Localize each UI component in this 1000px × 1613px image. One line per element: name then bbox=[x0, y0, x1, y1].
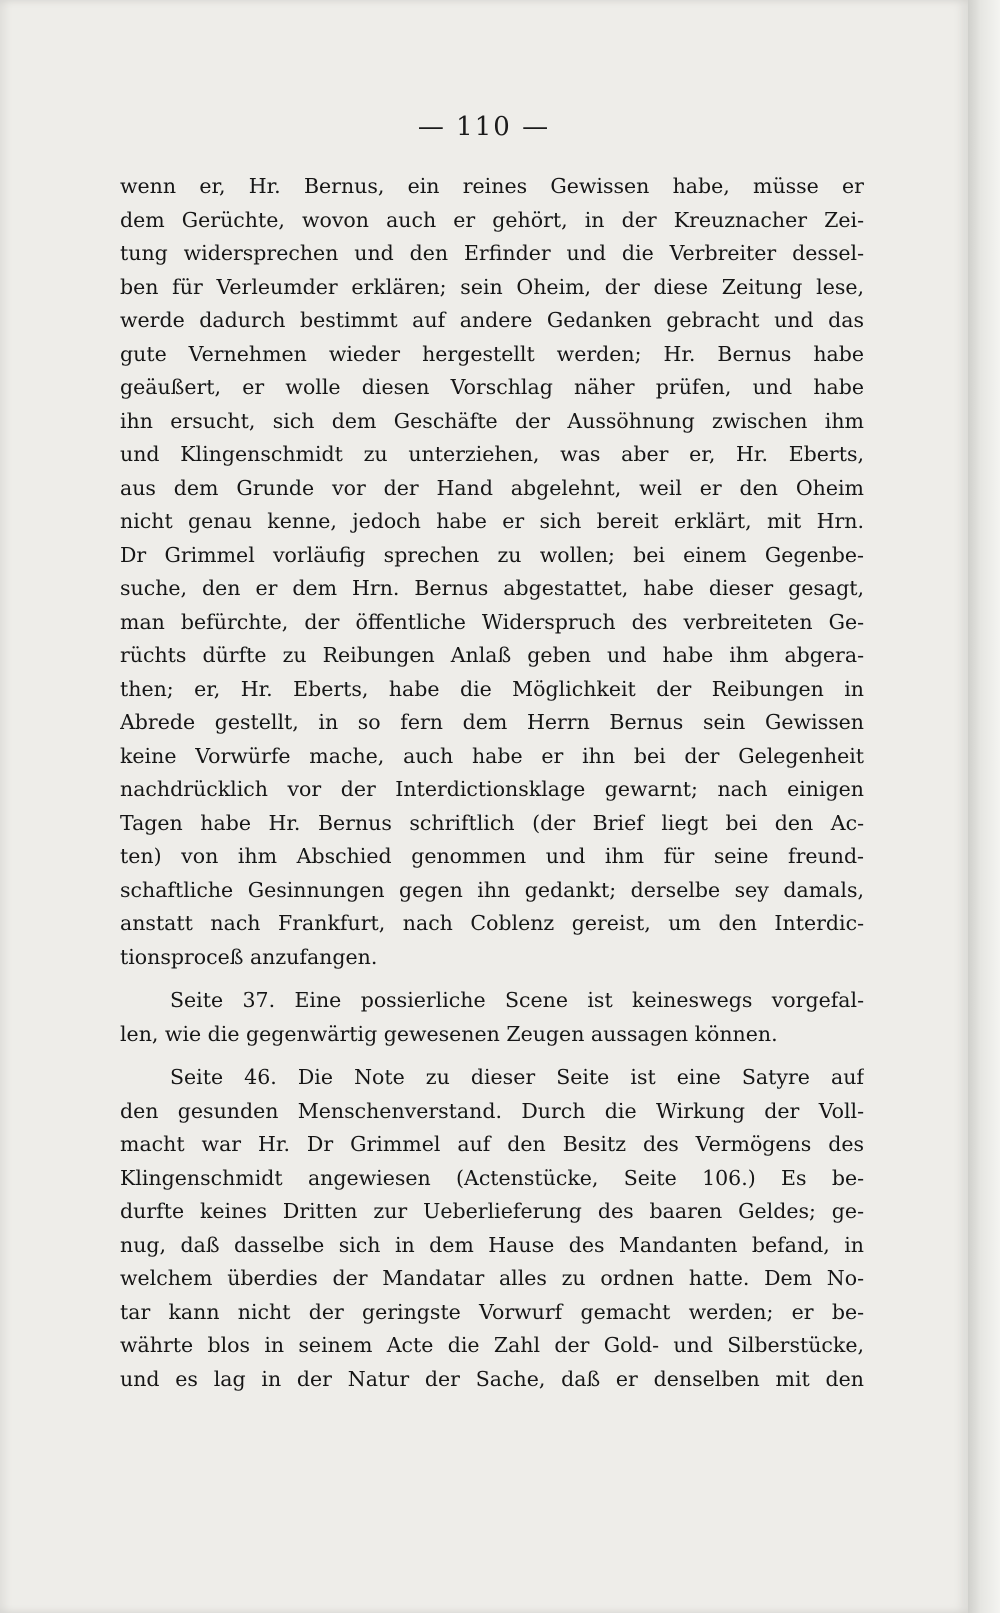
text-line: dem Gerüchte, wovon auch er gehört, in der Kreuznacher Zei- bbox=[120, 207, 864, 232]
text-line: tar kann nicht der geringste Vorwurf gemacht werden; er be- bbox=[120, 1299, 864, 1324]
text-line: ben für Verleumder erklären; sein Oheim, der diese Zeitung lese, bbox=[120, 274, 864, 299]
text-line: währte blos in seinem Acte die Zahl der Gold- und Silberstücke, bbox=[120, 1333, 864, 1357]
text-line: gute Vernehmen wieder hergestellt werden; Hr. Bernus habe bbox=[120, 341, 864, 366]
text-line: Seite 46. Die Note zu dieser Seite ist eine Satyre auf bbox=[170, 1065, 864, 1089]
paragraph-3 bbox=[120, 1061, 864, 1396]
paragraph-2 bbox=[120, 984, 864, 1051]
text-line: suche, den er dem Hrn. Bernus abgestattet, habe dieser gesagt, bbox=[120, 576, 864, 600]
text-line: tionsproceß anzufangen. bbox=[120, 944, 378, 969]
text-line: nachdrücklich vor der Interdictionsklage gewarnt; nach einigen bbox=[120, 777, 864, 801]
page-number: — 110 — bbox=[417, 112, 551, 142]
text-line: anstatt nach Frankfurt, nach Coblenz gereist, um den Interdic- bbox=[120, 911, 864, 935]
text-line: werde dadurch bestimmt auf andere Gedanken gebracht und das bbox=[120, 308, 864, 332]
text-line: nug, daß dasselbe sich in dem Hause des Mandanten befand, in bbox=[120, 1232, 864, 1257]
text-line: schaftliche Gesinnungen gegen ihn gedankt; derselbe sey damals, bbox=[120, 877, 864, 902]
text-line: len, wie die gegenwärtig gewesenen Zeugen aussagen können. bbox=[120, 1021, 778, 1046]
paragraph-gap bbox=[120, 974, 864, 984]
page-text bbox=[120, 170, 864, 1396]
text-line: rüchts dürfte zu Reibungen Anlaß geben und habe ihm abgera- bbox=[120, 643, 864, 667]
text-line: keine Vorwürfe mache, auch habe er ihn bei der Gelegenheit bbox=[120, 743, 864, 768]
text-line: den gesunden Menschenverstand. Durch die Wirkung der Voll- bbox=[120, 1098, 864, 1123]
text-line: Tagen habe Hr. Bernus schriftlich (der Brief liegt bei den Ac- bbox=[120, 810, 864, 835]
page-edge bbox=[968, 0, 1000, 1613]
text-line: Abrede gestellt, in so fern dem Herrn Bernus sein Gewissen bbox=[120, 710, 864, 734]
text-line: macht war Hr. Dr Grimmel auf den Besitz des Vermögens des bbox=[120, 1132, 864, 1156]
text-line: wenn er, Hr. Bernus, ein reines Gewissen habe, müsse er bbox=[120, 174, 864, 198]
text-line: ihn ersucht, sich dem Geschäfte der Aussöhnung zwischen ihm bbox=[120, 408, 864, 433]
text-line: durfte keines Dritten zur Ueberlieferung des baaren Geldes; ge- bbox=[120, 1199, 864, 1223]
text-line: und Klingenschmidt zu unterziehen, was aber er, Hr. Eberts, bbox=[120, 442, 864, 466]
text-line: welchem überdies der Mandatar alles zu ordnen hatte. Dem No- bbox=[120, 1266, 864, 1290]
text-line: Seite 37. Eine possierliche Scene ist keineswegs vorgefal- bbox=[170, 988, 864, 1012]
text-line: tung widersprechen und den Erfinder und die Verbreiter dessel- bbox=[120, 241, 864, 265]
text-line: nicht genau kenne, jedoch habe er sich bereit erklärt, mit Hrn. bbox=[120, 509, 864, 533]
text-line: und es lag in der Natur der Sache, daß er denselben mit den bbox=[120, 1366, 864, 1391]
text-line: geäußert, er wolle diesen Vorschlag näher prüfen, und habe bbox=[120, 375, 864, 399]
text-line: Klingenschmidt angewiesen (Actenstücke, Seite 106.) Es be- bbox=[120, 1165, 864, 1190]
text-line: man befürchte, der öffentliche Widerspruch des verbreiteten Ge- bbox=[120, 609, 864, 634]
text-line: then; er, Hr. Eberts, habe die Möglichkeit der Reibungen in bbox=[120, 676, 864, 701]
text-line: aus dem Grunde vor der Hand abgelehnt, weil er den Oheim bbox=[120, 475, 864, 500]
text-line: Dr Grimmel vorläufig sprechen zu wollen; bei einem Gegenbe- bbox=[120, 542, 864, 567]
paragraph-1 bbox=[120, 170, 864, 974]
text-line: ten) von ihm Abschied genommen und ihm für seine freund- bbox=[120, 844, 864, 868]
paragraph-gap bbox=[120, 1051, 864, 1061]
